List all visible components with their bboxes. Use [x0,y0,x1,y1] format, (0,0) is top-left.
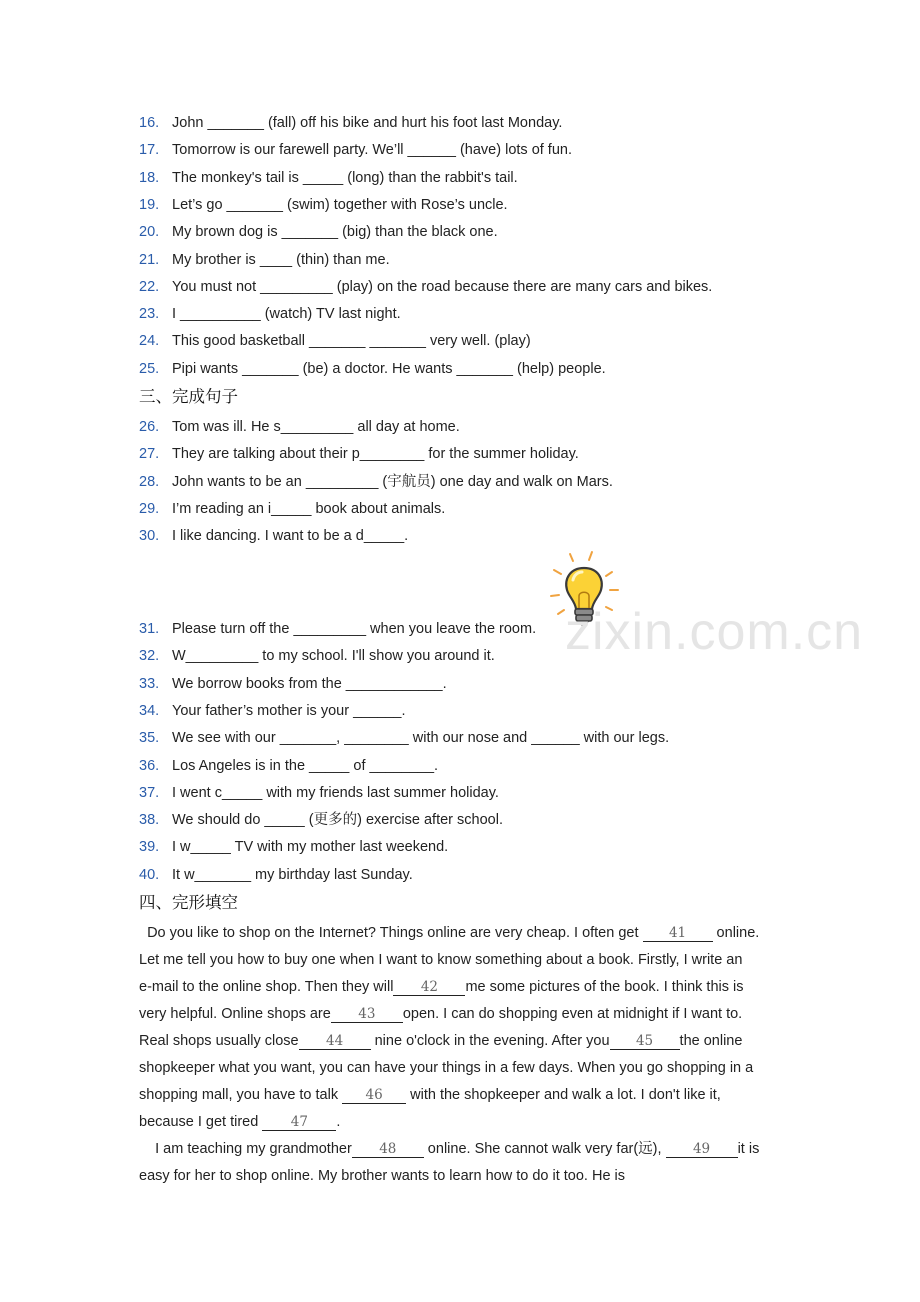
passage-text: the online [679,1033,743,1049]
question-text: I like dancing. I want to be a d_____. [172,528,409,545]
passage-text: Do you like to shop on the Internet? Things online are very cheap. I often get [147,925,643,941]
passage-text: nine o'clock in the evening. After you [370,1033,610,1049]
question-row [139,837,448,857]
question-row [139,113,562,133]
question-row [139,195,508,215]
question-number: 40. [139,866,160,883]
question-text: I w_____ TV with my mother last weekend. [172,839,449,856]
question-row [139,417,460,437]
passage-text: shopping mall, you have to talk [139,1087,343,1103]
question-text: I’m reading an i_____ book about animals. [172,500,446,517]
question-number: 16. [139,115,160,131]
blank-45[interactable]: 45 [610,1033,680,1050]
question-row [139,526,408,546]
question-text: My brown dog is _______ (big) than the black one. [172,224,498,241]
question-row [139,472,613,492]
question-row [139,646,495,666]
passage-text: it is [737,1141,760,1157]
passage-text: . [336,1114,341,1130]
question-number: 29. [139,500,160,517]
question-number: 36. [139,757,160,774]
question-number: 17. [139,142,160,159]
passage-text: Real shops usually close [139,1033,299,1049]
passage-text: online. [712,925,760,941]
question-number: 32. [139,648,160,665]
passage-line [139,1028,784,1055]
question-row [139,444,579,464]
passage-text: because I get tired [139,1114,263,1130]
question-text: John _______ (fall) off his bike and hurt his foot last Monday. [172,115,563,131]
question-text: John wants to be an _________ (宇航员) one day and walk on Mars. [172,473,613,490]
question-row [139,359,606,379]
question-number: 39. [139,839,160,856]
blank-46[interactable]: 46 [342,1087,406,1104]
question-number: 25. [139,360,160,377]
passage-line [139,1001,784,1028]
question-row [139,499,445,519]
question-row [139,756,438,776]
passage-line [139,1109,784,1136]
blank-42[interactable]: 42 [393,979,465,996]
passage-line: Let me tell you how to buy one when I want to know something about a book. Firstly, I write an [139,952,743,968]
passage-text: online. She cannot walk very far(远), [423,1141,666,1157]
question-row [139,810,503,830]
blank-44[interactable]: 44 [299,1033,371,1050]
passage-text: me some pictures of the book. I think this is [465,979,744,995]
question-text: Pipi wants _______ (be) a doctor. He wants _______ (help) people. [172,360,606,377]
section-4-title: 四、完形填空 [139,893,238,912]
passage-text: open. I can do shopping even at midnight if I want to. [402,1006,743,1022]
question-number: 34. [139,702,160,719]
question-text: Los Angeles is in the _____ of ________. [172,757,439,774]
passage-text: very helpful. Online shops are [139,1006,331,1022]
blank-49[interactable]: 49 [666,1141,738,1158]
question-text: Tomorrow is our farewell party. We’ll ______ (have) lots of fun. [172,142,572,159]
question-number: 28. [139,473,160,490]
question-row [139,140,572,160]
question-row [139,701,406,721]
question-text: I __________ (watch) TV last night. [172,306,401,323]
question-text: Let’s go _______ (swim) together with Rose’s uncle. [172,196,508,213]
question-number: 38. [139,812,160,829]
passage-text: with the shopkeeper and walk a lot. I don't like it, [406,1087,721,1103]
passage-line: easy for her to shop online. My brother wants to learn how to do it too. He is [139,1168,626,1184]
question-text: My brother is ____ (thin) than me. [172,251,390,268]
question-number: 27. [139,446,160,463]
question-number: 35. [139,730,160,747]
passage-text: I am teaching my grandmother [155,1141,352,1157]
question-number: 23. [139,306,160,323]
blank-48[interactable]: 48 [352,1141,424,1158]
question-number: 24. [139,333,160,350]
question-row [139,222,498,242]
question-text: Please turn off the _________ when you leave the room. [172,621,537,637]
section-3-title: 三、完成句子 [139,387,238,406]
question-number: 31. [139,621,160,637]
watermark-text: zixin.com.cn [565,603,864,661]
question-text: W_________ to my school. I'll show you around it. [172,648,495,665]
question-text: We see with our _______, ________ with our nose and ______ with our legs. [172,730,670,747]
question-row [139,250,390,270]
passage-line [139,920,784,947]
question-row [139,304,401,324]
question-text: It w_______ my birthday last Sunday. [172,866,413,883]
question-number: 37. [139,784,160,801]
question-number: 21. [139,251,160,268]
question-number: 18. [139,169,160,186]
question-text: Tom was ill. He s_________ all day at home. [172,419,460,435]
passage-line [139,974,784,1001]
blank-41[interactable]: 41 [643,925,713,942]
question-row [139,619,536,639]
question-row [139,783,499,803]
blank-43[interactable]: 43 [331,1006,403,1023]
question-text: You must not _________ (play) on the road because there are many cars and bikes. [172,278,713,295]
question-text: They are talking about their p________ for the summer holiday. [172,446,579,463]
question-row [139,277,712,297]
question-row [139,728,669,748]
passage-line: shopkeeper what you want, you can have your things in a few days. When you go shopping in a [139,1060,754,1076]
question-row [139,331,531,351]
question-number: 33. [139,675,160,692]
passage-text: e-mail to the online shop. Then they will [139,979,394,995]
question-text: This good basketball _______ _______ very well. (play) [172,333,531,350]
blank-47[interactable]: 47 [262,1114,336,1131]
question-row [139,168,518,188]
question-row [139,674,447,694]
question-text: Your father’s mother is your ______. [172,702,406,719]
question-row [139,865,413,885]
question-text: I went c_____ with my friends last summer holiday. [172,784,499,801]
question-number: 30. [139,528,160,545]
passage-line [139,1082,784,1109]
question-number: 19. [139,196,160,213]
question-number: 26. [139,419,160,435]
cloze-passage [139,920,784,1190]
question-number: 22. [139,278,160,295]
question-text: We should do _____ (更多的) exercise after school. [172,812,503,829]
passage-line [139,1136,784,1163]
question-number: 20. [139,224,160,241]
question-text: We borrow books from the ____________. [172,675,447,692]
question-text: The monkey's tail is _____ (long) than the rabbit's tail. [172,169,518,186]
